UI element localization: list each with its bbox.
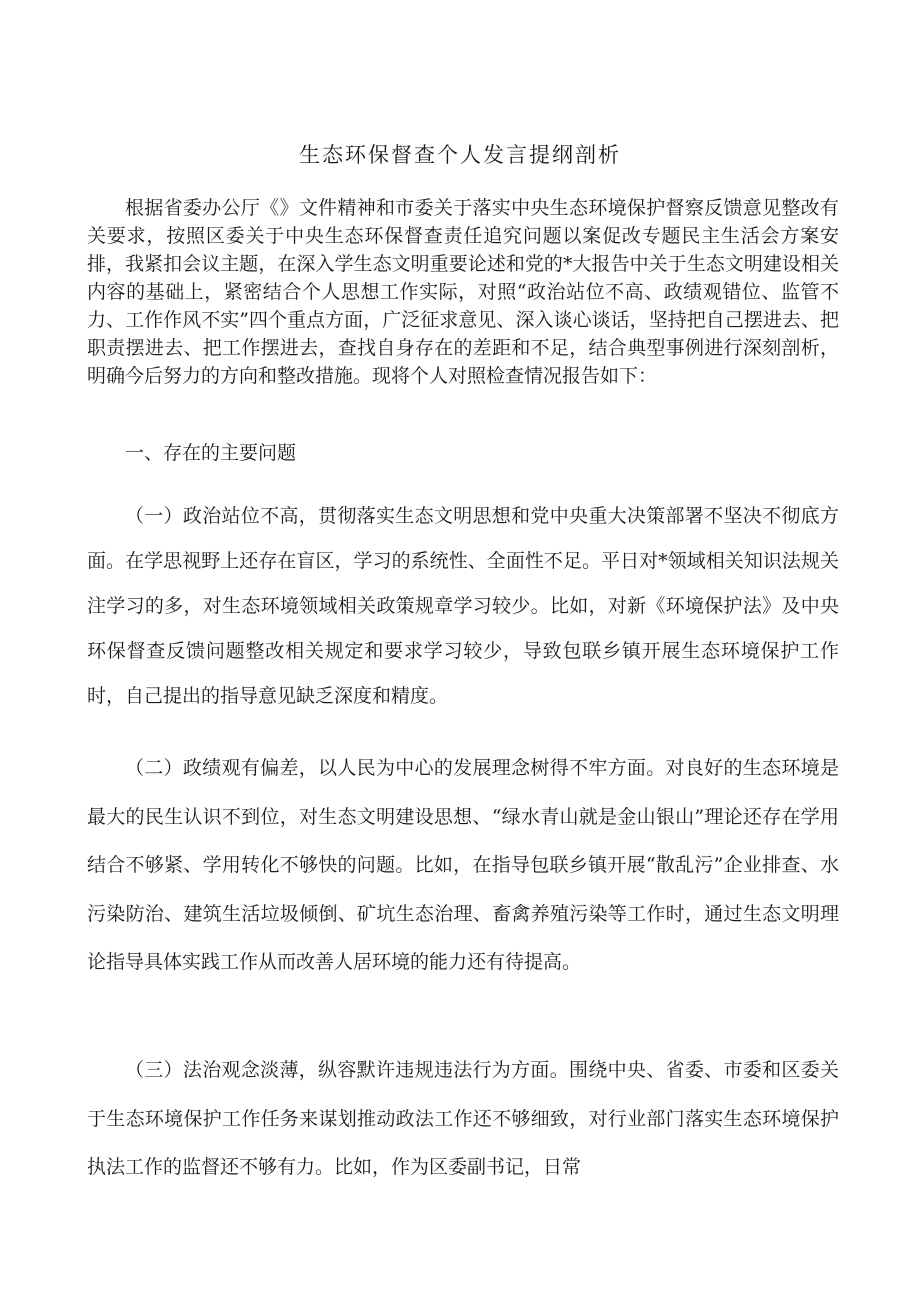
paragraph-rule-of-law: （三）法治观念淡薄，纵容默许违规违法行为方面。围绕中央、省委、市委和区委关于生态环境保护工作任务来谋划推动政法工作还不够细致，对行业部门落实生态环境保护执法工作的监督还不够有力。比如，作为区委副书记，日常 [87,1059,839,1178]
section-heading: 一、存在的主要问题 [125,442,297,464]
paragraph-performance-view: （二）政绩观有偏差，以人民为中心的发展理念树得不牢方面。对良好的生态环境是最大的民生认识不到位，对生态文明建设思想、“绿水青山就是金山银山”理论还存在学用结合不够紧、学用转化不够快的问题。比如，在指导包联乡镇开展“散乱污”企业排查、水污染防治、建筑生活垃圾倾倒、矿坑生态治理、畜禽养殖污染等工作时，通过生态文明理论指导具体实践工作从而改善人居环境的能力还有待提高。 [87,757,839,973]
intro-paragraph: 根据省委办公厅《》文件精神和市委关于落实中央生态环境保护督察反馈意见整改有关要求，按照区委关于中央生态环保督查责任追究问题以案促改专题民主生活会方案安排，我紧扣会议主题，在深入学生态文明重要论述和党的*大报告中关于生态文明建设相关内容的基础上，紧密结合个人思想工作实际，对照“政治站位不高、政绩观错位、监管不力、工作作风不实”四个重点方面，广泛征求意见、深入谈心谈话，坚持把自己摆进去、把职责摆进去、把工作摆进去，查找自身存在的差距和不足，结合典型事例进行深刻剖析，明确今后努力的方向和整改措施。现将个人对照检查情况报告如下： [87,197,839,387]
paragraph-political-stance: （一）政治站位不高，贯彻落实生态文明思想和党中央重大决策部署不坚决不彻底方面。在学思视野上还存在盲区，学习的系统性、全面性不足。平日对*领域相关知识法规关注学习的多，对生态环境领域相关政策规章学习较少。比如，对新《环境保护法》及中央环保督查反馈问题整改相关规定和要求学习较少，导致包联乡镇开展生态环境保护工作时，自己提出的指导意见缺乏深度和精度。 [87,505,839,707]
document-title: 生态环保督查个人发言提纲剖析 [299,143,621,167]
